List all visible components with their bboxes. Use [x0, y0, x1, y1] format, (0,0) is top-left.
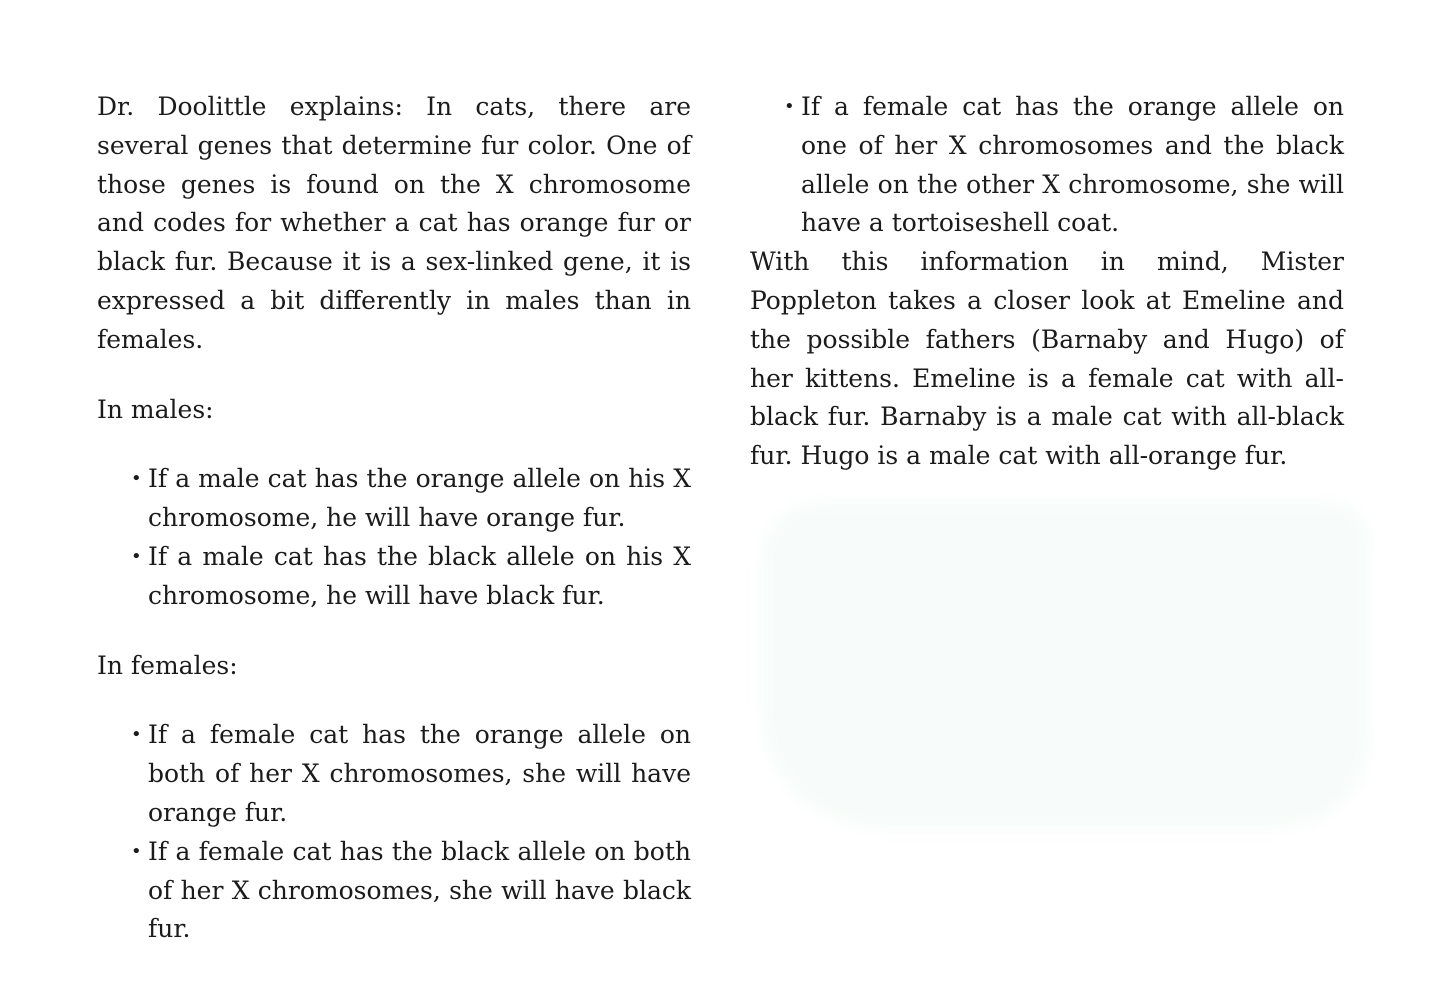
left-column: [97, 88, 691, 949]
list-item: • If a male cat has the orange allele on his X chromosome, he will have orange fur.: [97, 460, 691, 538]
list-item: • If a female cat has the orange allele on both of her X chromosomes, she will have orange fur.: [97, 716, 691, 832]
males-list: [97, 460, 691, 615]
females-list-continued: [750, 88, 1344, 243]
background-tint: [760, 500, 1370, 830]
list-item: • If a female cat has the orange allele on one of her X chromosomes and the black allele on the other X chromosome, she will have a tortoiseshell coat.: [750, 88, 1344, 243]
males-heading: In males:: [97, 394, 214, 424]
females-list: [97, 716, 691, 949]
right-column: [750, 88, 1344, 476]
conclusion-paragraph: With this information in mind, Mister Poppleton takes a closer look at Emeline and the possible fathers (Barnaby and Hugo) of her kittens. Emeline is a female cat with all-black fur. Barnaby is a male cat with all-black fur. Hugo is a male cat with all-orange fur.: [750, 247, 1344, 471]
list-item: • If a male cat has the black allele on his X chromosome, he will have black fur.: [97, 538, 691, 616]
intro-paragraph: Dr. Doolittle explains: In cats, there are several genes that determine fur color. One of those genes is found on the X chromosome and codes for whether a cat has orange fur or black fur. Because it is a sex-linked gene, it is expressed a bit differently in males than in females.: [97, 92, 691, 354]
list-item: • If a female cat has the black allele on both of her X chromosomes, she will have black fur.: [97, 833, 691, 949]
females-heading: In females:: [97, 650, 238, 680]
